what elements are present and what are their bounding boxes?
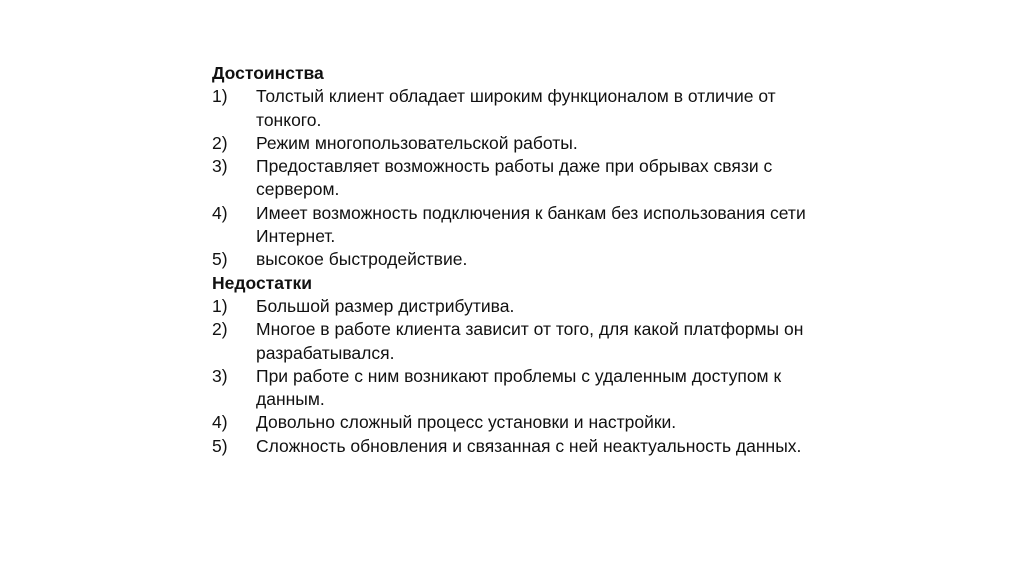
disadvantages-heading: Недостатки: [212, 272, 313, 293]
item-number: 5): [212, 435, 228, 456]
item-number: 2): [212, 319, 228, 340]
list-item: [212, 248, 812, 271]
item-number: 5): [212, 249, 228, 270]
item-text: Довольно сложный процесс установки и настройки.: [256, 412, 677, 433]
item-text: Большой размер дистрибутива.: [256, 295, 515, 316]
item-text: высокое быстродействие.: [256, 249, 468, 270]
item-text: Имеет возможность подключения к банкам без использования сети Интернет.: [256, 202, 806, 247]
item-number: 3): [212, 156, 228, 177]
list-item: [212, 365, 812, 412]
list-item: [212, 202, 812, 249]
list-item: [212, 435, 812, 458]
item-text: Сложность обновления и связанная с ней неактуальность данных.: [256, 435, 802, 456]
item-number: 1): [212, 295, 228, 316]
item-number: 4): [212, 412, 228, 433]
item-text: Многое в работе клиента зависит от того, для какой платформы он разрабатывался.: [256, 319, 804, 363]
list-item: [212, 295, 812, 318]
item-text: Толстый клиент обладает широким функционалом в отличие от тонкого.: [256, 86, 776, 130]
item-number: 2): [212, 132, 228, 153]
slide-content: [212, 62, 812, 458]
list-item: [212, 85, 812, 132]
list-item: [212, 318, 812, 365]
item-text: Предоставляет возможность работы даже при обрывах связи с сервером.: [256, 156, 773, 200]
advantages-list: [212, 85, 812, 271]
item-number: 1): [212, 86, 228, 107]
item-text: Режим многопользовательской работы.: [256, 132, 578, 153]
item-number: 4): [212, 202, 228, 223]
item-number: 3): [212, 365, 228, 386]
list-item: [212, 411, 812, 434]
disadvantages-list: [212, 295, 812, 458]
item-text: При работе с ним возникают проблемы с удаленным доступом к данным.: [256, 365, 782, 410]
list-item: [212, 132, 812, 155]
list-item: [212, 155, 812, 202]
advantages-heading: Достоинства: [212, 63, 324, 83]
